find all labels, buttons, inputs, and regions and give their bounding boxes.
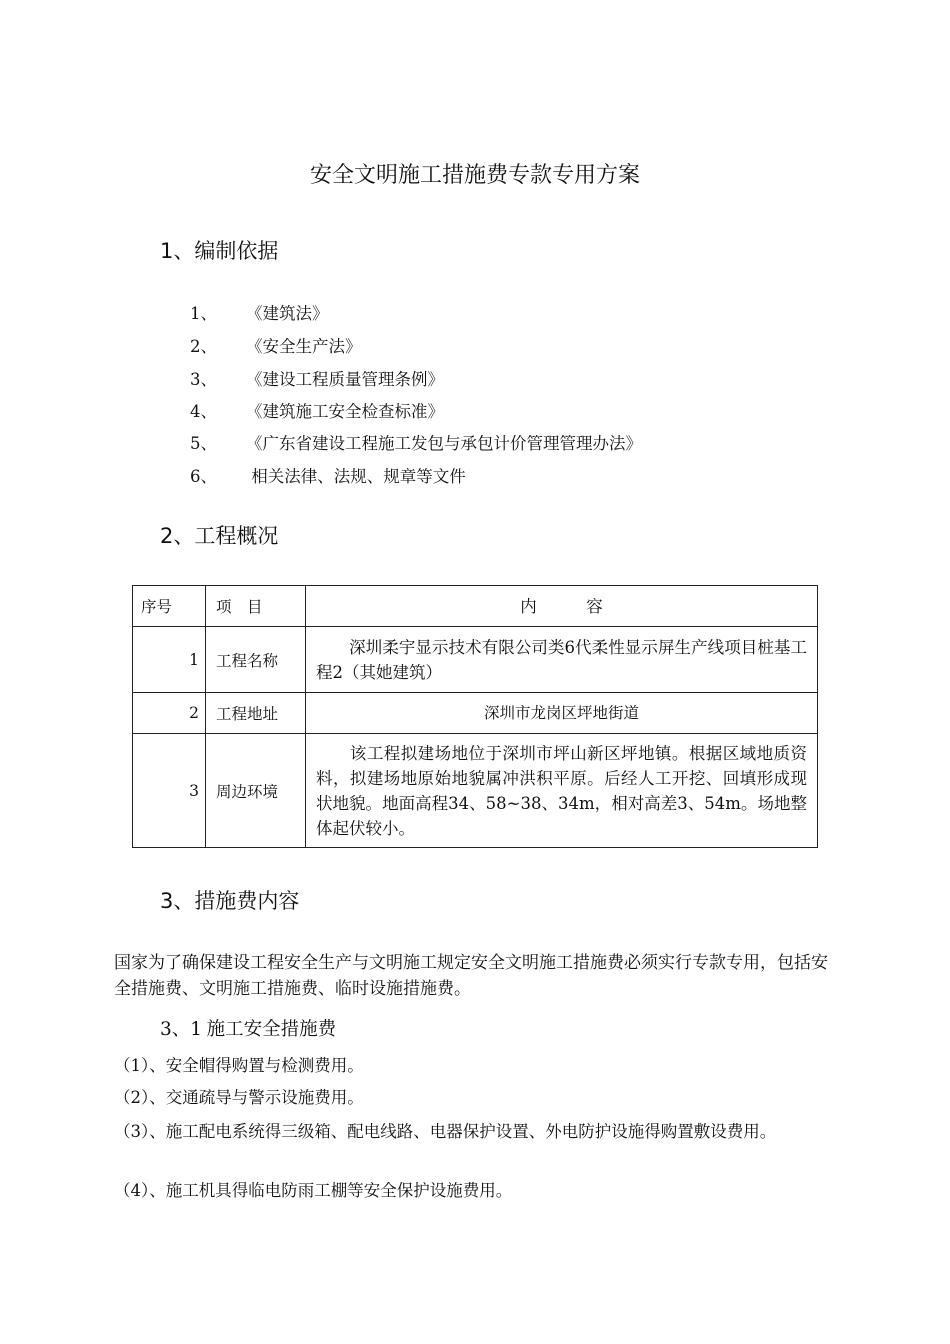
section-heading-fees: 3、措施费内容 [160,889,300,913]
row-content: 该工程拟建场地位于深圳市坪山新区坪地镇。根据区域地质资料，拟建场地原始地貌属冲洪积平原。后经人工开挖、回填形成现状地貌。地面高程34、58~38、34m，相对高差3、54m。场地整体起伏较小。 [306,734,818,848]
law-item-number: 6、 [190,467,217,486]
header-content: 内 容 [306,586,818,627]
measure-item: （1）、安全帽得购置与检测费用。 [114,1056,364,1075]
header-item: 项 目 [206,586,306,627]
table-header-row [133,586,818,627]
law-item [190,300,329,324]
row-no: 2 [133,693,206,734]
law-item [190,463,466,487]
table-row [133,693,818,734]
row-item: 周边环境 [206,734,306,848]
table-row [133,734,818,848]
project-overview-table [132,585,818,848]
law-item-number: 1、 [190,304,217,323]
law-item-number: 5、 [190,434,217,453]
document-title: 安全文明施工措施费专款专用方案 [309,163,640,188]
law-item-text: 《建筑施工安全检查标准》 [246,402,444,421]
law-item-text: 《广东省建设工程施工发包与承包计价管理管理办法》 [246,434,642,453]
law-item-number: 3、 [190,370,217,389]
intro-paragraph: 国家为了确保建设工程安全生产与文明施工规定安全文明施工措施费必须实行专款专用，包括安全措施费、文明施工措施费、临时设施措施费。 [114,953,828,999]
row-item: 工程地址 [206,693,306,734]
law-item-number: 2、 [190,337,217,356]
row-no: 3 [133,734,206,848]
law-item-text: 《安全生产法》 [246,337,362,356]
law-item-number: 4、 [190,402,217,421]
law-item [190,398,444,422]
measure-item: （4）、施工机具得临电防雨工棚等安全保护设施费用。 [114,1181,513,1200]
section-heading-basis: 1、编制依据 [160,239,279,263]
table-row [133,627,818,693]
law-item [190,430,642,454]
section-heading-overview: 2、工程概况 [160,524,279,548]
law-item-text: 相关法律、法规、规章等文件 [246,467,466,486]
subsection-title: 施工安全措施费 [206,1019,337,1040]
row-content: 深圳市龙岗区坪地街道 [306,693,818,734]
measure-item: （2）、交通疏导与警示设施费用。 [114,1088,364,1107]
law-item [190,366,444,390]
subsection-heading [160,1015,336,1041]
law-item-text: 《建筑法》 [246,304,329,323]
law-item-text: 《建设工程质量管理条例》 [246,370,444,389]
measure-item: （3）、施工配电系统得三级箱、配电线路、电器保护设置、外电防护设施得购置敷设费用。 [114,1122,777,1141]
law-item [190,333,362,357]
row-no: 1 [133,627,206,693]
subsection-number: 3、1 [160,1019,203,1040]
row-item: 工程名称 [206,627,306,693]
header-no: 序号 [133,586,206,627]
row-content: 深圳柔宇显示技术有限公司类6代柔性显示屏生产线项目桩基工程2（其她建筑） [306,627,818,693]
